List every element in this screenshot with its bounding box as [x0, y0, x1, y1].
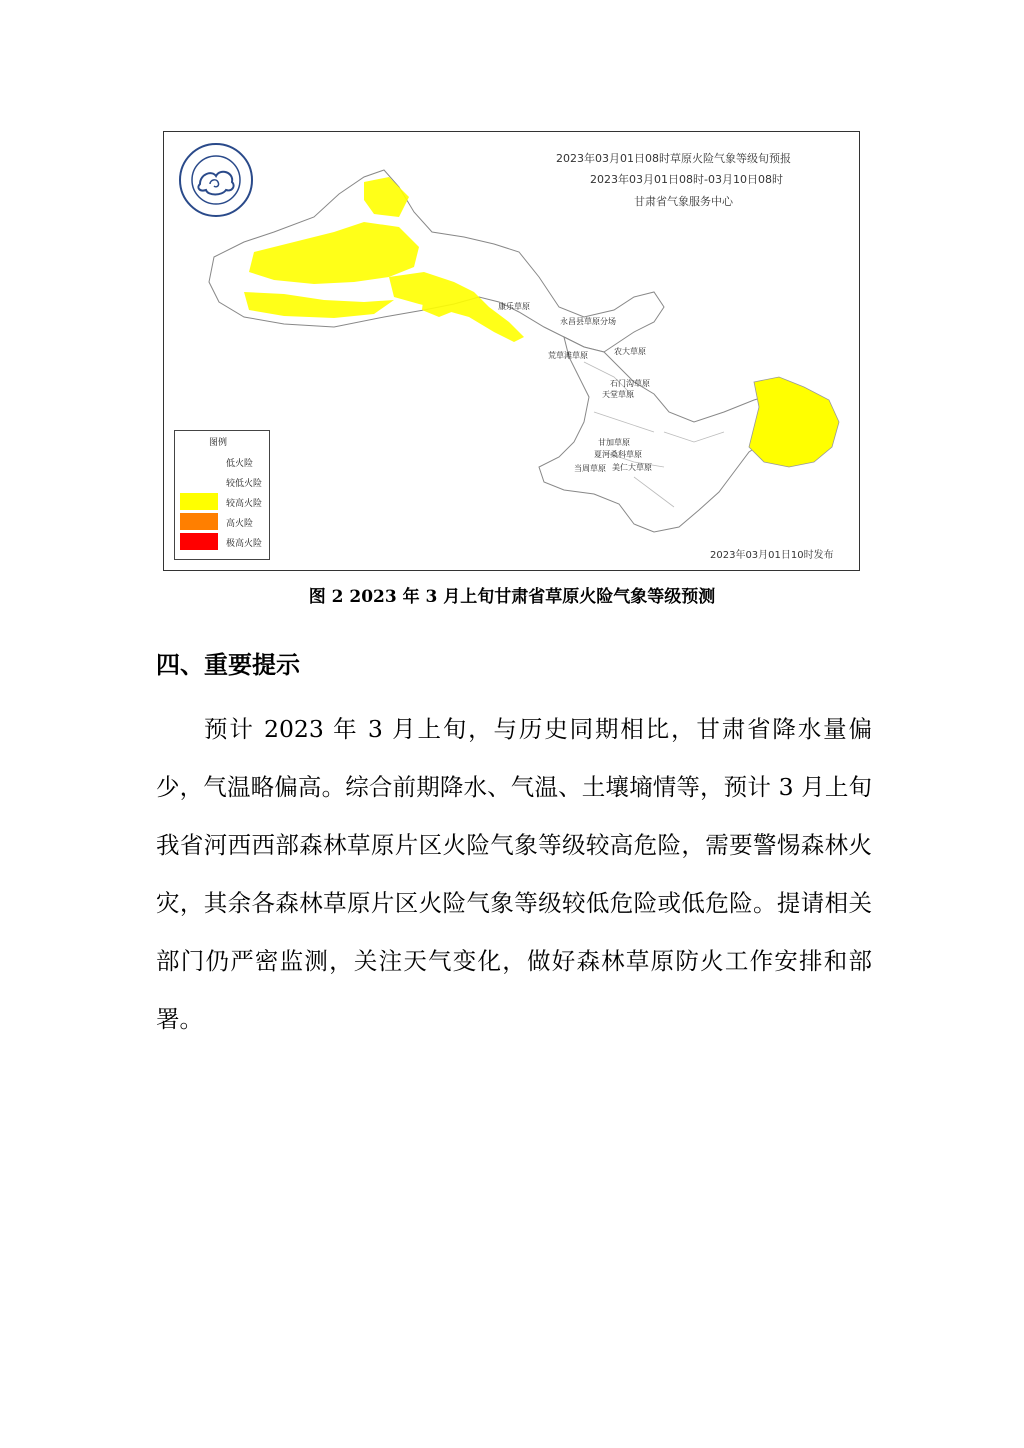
section-heading: 四、重要提示 — [156, 651, 300, 679]
place-label: 荒草滩草原 — [548, 351, 588, 360]
map-legend — [174, 430, 270, 560]
legend-swatch-lower — [180, 473, 218, 490]
legend-label: 较高火险 — [226, 499, 263, 509]
legend-item — [180, 493, 266, 511]
body-paragraph: 预计 2023 年 3 月上旬，与历史同期相比，甘肃省降水量偏少，气温略偏高。综合前期降水、气温、土壤墒情等，预计 3 月上旬我省河西西部森林草原片区火险气象等级较高危险，需要警惕森林火灾，其余各森林草原片区火险气象等级较低危险或低危险。提请相关部门仍严密监测，关注天气变化，做好森林草原防火工作安排和部署。 — [156, 715, 872, 1033]
place-label: 甘加草原 — [598, 438, 630, 447]
figure-caption: 图 2 2023 年 3 月上旬甘肃省草原火险气象等级预测 — [308, 587, 716, 607]
map-header-line-3: 甘肃省气象服务中心 — [634, 195, 733, 208]
legend-swatch-low — [180, 453, 218, 470]
place-label: 美仁大草原 — [612, 463, 652, 472]
place-label: 当周草原 — [574, 464, 606, 473]
bureau-logo-icon — [178, 142, 254, 218]
legend-swatch-higher — [180, 493, 218, 510]
legend-label: 较低火险 — [226, 479, 263, 489]
legend-item — [180, 533, 266, 551]
place-label: 康乐草原 — [498, 302, 530, 311]
place-label: 石门沟草原 — [610, 379, 650, 388]
legend-item — [180, 513, 266, 531]
legend-swatch-high — [180, 513, 218, 530]
legend-label: 低火险 — [226, 459, 254, 469]
release-note: 2023年03月01日10时发布 — [710, 550, 834, 561]
place-label: 永昌县草原分场 — [560, 317, 616, 326]
legend-title: 图例 — [209, 438, 228, 448]
legend-item — [180, 473, 266, 491]
map-header-line-2: 2023年03月01日08时-03月10日08时 — [590, 173, 783, 186]
legend-swatch-extreme — [180, 533, 218, 550]
high-risk-region-east — [749, 377, 839, 467]
place-label: 天堂草原 — [602, 390, 634, 399]
legend-label: 极高火险 — [226, 539, 263, 549]
fire-risk-map — [163, 131, 860, 571]
province-outline-east — [539, 337, 786, 532]
place-label: 夏河桑科草原 — [594, 450, 642, 459]
legend-label: 高火险 — [226, 519, 254, 529]
map-header-line-1: 2023年03月01日08时草原火险气象等级旬预报 — [556, 152, 791, 165]
legend-item — [180, 453, 266, 471]
place-label: 农大草原 — [614, 347, 646, 356]
